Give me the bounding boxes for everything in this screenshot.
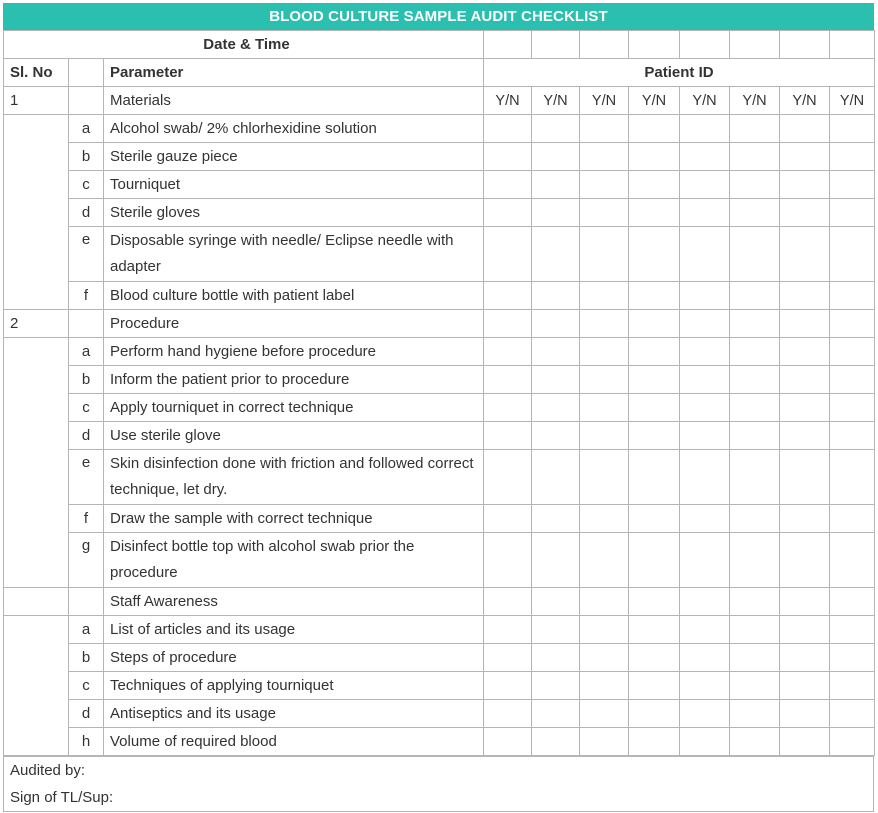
- audited-by-label: Audited by:: [4, 757, 874, 785]
- check-cell[interactable]: [780, 700, 830, 728]
- check-cell[interactable]: [484, 199, 532, 227]
- check-cell[interactable]: [580, 588, 629, 616]
- check-cell[interactable]: [780, 644, 830, 672]
- check-cell[interactable]: [730, 310, 780, 338]
- check-cell[interactable]: [532, 588, 580, 616]
- check-cell[interactable]: [629, 310, 680, 338]
- check-cell[interactable]: [580, 616, 629, 644]
- item-letter: b: [69, 366, 104, 394]
- check-cell[interactable]: [629, 171, 680, 199]
- check-cell[interactable]: [780, 505, 830, 533]
- check-cell[interactable]: [532, 143, 580, 171]
- item-row: [4, 672, 875, 700]
- parameter-header: Parameter: [104, 59, 484, 87]
- item-letter: g: [69, 533, 104, 588]
- check-cell[interactable]: [730, 728, 780, 756]
- check-cell[interactable]: [780, 450, 830, 505]
- item-letter: a: [69, 616, 104, 644]
- check-cell[interactable]: [730, 227, 780, 282]
- check-cell[interactable]: [830, 588, 875, 616]
- check-cell[interactable]: [532, 282, 580, 310]
- item-number-blank: [4, 171, 69, 199]
- check-cell[interactable]: [830, 199, 875, 227]
- check-cell[interactable]: [680, 199, 730, 227]
- item-text: Blood culture bottle with patient label: [104, 282, 484, 310]
- check-cell[interactable]: [680, 700, 730, 728]
- check-cell[interactable]: [830, 282, 875, 310]
- check-cell[interactable]: [532, 310, 580, 338]
- check-cell[interactable]: [680, 282, 730, 310]
- check-cell[interactable]: [484, 588, 532, 616]
- item-letter: e: [69, 450, 104, 505]
- item-number-blank: [4, 644, 69, 672]
- item-text: Skin disinfection done with friction and followed correct technique, let dry.: [104, 450, 484, 505]
- check-cell[interactable]: [730, 588, 780, 616]
- check-cell[interactable]: [580, 366, 629, 394]
- check-cell[interactable]: [780, 728, 830, 756]
- check-cell[interactable]: [780, 533, 830, 588]
- check-cell[interactable]: [629, 450, 680, 505]
- check-cell[interactable]: [730, 505, 780, 533]
- check-cell[interactable]: [629, 588, 680, 616]
- check-cell[interactable]: [580, 171, 629, 199]
- item-text: Apply tourniquet in correct technique: [104, 394, 484, 422]
- check-cell[interactable]: [680, 422, 730, 450]
- item-row: [4, 533, 875, 588]
- date-cell[interactable]: [629, 31, 680, 59]
- section-label: Materials: [104, 87, 484, 115]
- date-cell[interactable]: [680, 31, 730, 59]
- item-text: Disposable syringe with needle/ Eclipse needle with adapter: [104, 227, 484, 282]
- check-cell[interactable]: [484, 171, 532, 199]
- check-cell[interactable]: [532, 672, 580, 700]
- check-cell[interactable]: [830, 533, 875, 588]
- check-cell[interactable]: [680, 394, 730, 422]
- check-cell[interactable]: [532, 115, 580, 143]
- check-cell[interactable]: [484, 450, 532, 505]
- check-cell[interactable]: [780, 422, 830, 450]
- item-letter: b: [69, 143, 104, 171]
- item-number-blank: [4, 338, 69, 366]
- item-row: [4, 282, 875, 310]
- check-cell[interactable]: [629, 115, 680, 143]
- check-cell[interactable]: [780, 672, 830, 700]
- check-cell[interactable]: [484, 282, 532, 310]
- item-number-blank: [4, 227, 69, 282]
- sl-no-header: Sl. No: [4, 59, 69, 87]
- check-cell[interactable]: [629, 700, 680, 728]
- check-cell[interactable]: [730, 450, 780, 505]
- check-cell[interactable]: [532, 394, 580, 422]
- item-text: Draw the sample with correct technique: [104, 505, 484, 533]
- item-number-blank: [4, 728, 69, 756]
- check-cell[interactable]: [484, 505, 532, 533]
- check-cell[interactable]: [484, 143, 532, 171]
- check-cell[interactable]: [780, 143, 830, 171]
- section-label: Procedure: [104, 310, 484, 338]
- section-row: [4, 310, 875, 338]
- check-cell[interactable]: [629, 533, 680, 588]
- section-label: Staff Awareness: [104, 588, 484, 616]
- item-text: Techniques of applying tourniquet: [104, 672, 484, 700]
- date-cell[interactable]: [484, 31, 532, 59]
- item-row: [4, 143, 875, 171]
- check-cell[interactable]: [730, 700, 780, 728]
- check-cell[interactable]: [780, 115, 830, 143]
- sign-label: Sign of TL/Sup:: [4, 784, 874, 812]
- check-cell[interactable]: [830, 728, 875, 756]
- item-number-blank: [4, 616, 69, 644]
- check-cell[interactable]: [532, 227, 580, 282]
- check-cell[interactable]: [730, 366, 780, 394]
- item-letter: b: [69, 644, 104, 672]
- check-cell[interactable]: [730, 199, 780, 227]
- check-cell[interactable]: [580, 310, 629, 338]
- item-number-blank: [4, 700, 69, 728]
- check-cell[interactable]: [484, 338, 532, 366]
- check-cell[interactable]: [780, 338, 830, 366]
- check-cell[interactable]: [484, 394, 532, 422]
- item-text: List of articles and its usage: [104, 616, 484, 644]
- yn-header: Y/N: [629, 87, 680, 115]
- item-number-blank: [4, 450, 69, 505]
- check-cell[interactable]: [730, 672, 780, 700]
- item-text: Sterile gloves: [104, 199, 484, 227]
- check-cell[interactable]: [629, 366, 680, 394]
- check-cell[interactable]: [532, 450, 580, 505]
- check-cell[interactable]: [629, 505, 680, 533]
- item-number-blank: [4, 366, 69, 394]
- check-cell[interactable]: [532, 199, 580, 227]
- check-cell[interactable]: [680, 310, 730, 338]
- check-cell[interactable]: [830, 394, 875, 422]
- item-letter: d: [69, 422, 104, 450]
- item-letter: a: [69, 338, 104, 366]
- check-cell[interactable]: [680, 672, 730, 700]
- checklist-title: BLOOD CULTURE SAMPLE AUDIT CHECKLIST: [3, 3, 874, 30]
- section-letter: [69, 87, 104, 115]
- item-row: [4, 199, 875, 227]
- item-number-blank: [4, 422, 69, 450]
- section-row: [4, 87, 875, 115]
- check-cell[interactable]: [680, 533, 730, 588]
- check-cell[interactable]: [532, 700, 580, 728]
- item-letter: c: [69, 394, 104, 422]
- check-cell[interactable]: [780, 616, 830, 644]
- item-number-blank: [4, 282, 69, 310]
- check-cell[interactable]: [484, 310, 532, 338]
- check-cell[interactable]: [830, 143, 875, 171]
- check-cell[interactable]: [484, 227, 532, 282]
- date-cell[interactable]: [780, 31, 830, 59]
- check-cell[interactable]: [730, 171, 780, 199]
- check-cell[interactable]: [532, 366, 580, 394]
- item-number-blank: [4, 199, 69, 227]
- check-cell[interactable]: [830, 171, 875, 199]
- item-text: Disinfect bottle top with alcohol swab prior the procedure: [104, 533, 484, 588]
- check-cell[interactable]: [830, 115, 875, 143]
- check-cell[interactable]: [680, 616, 730, 644]
- check-cell[interactable]: [580, 728, 629, 756]
- section-row: [4, 588, 875, 616]
- check-cell[interactable]: [580, 199, 629, 227]
- item-letter: d: [69, 199, 104, 227]
- item-row: [4, 171, 875, 199]
- header-row: [4, 59, 875, 87]
- check-cell[interactable]: [629, 422, 680, 450]
- check-cell[interactable]: [532, 422, 580, 450]
- check-cell[interactable]: [580, 394, 629, 422]
- check-cell[interactable]: [532, 533, 580, 588]
- check-cell[interactable]: [629, 338, 680, 366]
- check-cell[interactable]: [629, 394, 680, 422]
- check-cell[interactable]: [780, 171, 830, 199]
- check-cell[interactable]: [580, 505, 629, 533]
- check-cell[interactable]: [680, 728, 730, 756]
- date-cell[interactable]: [532, 31, 580, 59]
- check-cell[interactable]: [580, 282, 629, 310]
- date-cell[interactable]: [730, 31, 780, 59]
- yn-header: Y/N: [680, 87, 730, 115]
- check-cell[interactable]: [730, 533, 780, 588]
- item-number-blank: [4, 115, 69, 143]
- date-time-label: Date & Time: [4, 31, 484, 59]
- section-letter: [69, 310, 104, 338]
- check-cell[interactable]: [680, 450, 730, 505]
- check-cell[interactable]: [730, 616, 780, 644]
- check-cell[interactable]: [780, 394, 830, 422]
- check-cell[interactable]: [730, 282, 780, 310]
- check-cell[interactable]: [580, 227, 629, 282]
- item-row: [4, 422, 875, 450]
- check-cell[interactable]: [580, 338, 629, 366]
- checklist-table: [3, 30, 875, 756]
- check-cell[interactable]: [680, 338, 730, 366]
- check-cell[interactable]: [629, 199, 680, 227]
- footer-table: [3, 756, 874, 812]
- check-cell[interactable]: [532, 171, 580, 199]
- check-cell[interactable]: [484, 115, 532, 143]
- date-cell[interactable]: [580, 31, 629, 59]
- check-cell[interactable]: [830, 450, 875, 505]
- check-cell[interactable]: [780, 588, 830, 616]
- check-cell[interactable]: [484, 366, 532, 394]
- check-cell[interactable]: [830, 366, 875, 394]
- check-cell[interactable]: [580, 143, 629, 171]
- yn-header: Y/N: [780, 87, 830, 115]
- item-number-blank: [4, 672, 69, 700]
- item-row: [4, 728, 875, 756]
- item-row: [4, 616, 875, 644]
- check-cell[interactable]: [629, 644, 680, 672]
- yn-header: Y/N: [484, 87, 532, 115]
- check-cell[interactable]: [629, 616, 680, 644]
- item-letter: f: [69, 282, 104, 310]
- check-cell[interactable]: [532, 728, 580, 756]
- item-row: [4, 115, 875, 143]
- item-text: Use sterile glove: [104, 422, 484, 450]
- check-cell[interactable]: [730, 644, 780, 672]
- patient-id-header: Patient ID: [484, 59, 875, 87]
- check-cell[interactable]: [484, 533, 532, 588]
- yn-header: Y/N: [830, 87, 875, 115]
- check-cell[interactable]: [730, 394, 780, 422]
- check-cell[interactable]: [629, 282, 680, 310]
- check-cell[interactable]: [484, 422, 532, 450]
- check-cell[interactable]: [484, 616, 532, 644]
- item-text: Antiseptics and its usage: [104, 700, 484, 728]
- section-number: [4, 588, 69, 616]
- check-cell[interactable]: [580, 672, 629, 700]
- item-letter: c: [69, 672, 104, 700]
- item-text: Tourniquet: [104, 171, 484, 199]
- item-row: [4, 700, 875, 728]
- check-cell[interactable]: [830, 672, 875, 700]
- check-cell[interactable]: [580, 533, 629, 588]
- check-cell[interactable]: [532, 644, 580, 672]
- check-cell[interactable]: [580, 450, 629, 505]
- item-text: Volume of required blood: [104, 728, 484, 756]
- check-cell[interactable]: [780, 227, 830, 282]
- yn-header: Y/N: [532, 87, 580, 115]
- item-number-blank: [4, 394, 69, 422]
- yn-header: Y/N: [580, 87, 629, 115]
- audit-checklist: [3, 3, 874, 812]
- section-number: 1: [4, 87, 69, 115]
- check-cell[interactable]: [484, 644, 532, 672]
- date-cell[interactable]: [830, 31, 875, 59]
- check-cell[interactable]: [680, 366, 730, 394]
- check-cell[interactable]: [830, 422, 875, 450]
- check-cell[interactable]: [680, 505, 730, 533]
- letter-header: [69, 59, 104, 87]
- item-row: [4, 644, 875, 672]
- item-text: Inform the patient prior to procedure: [104, 366, 484, 394]
- check-cell[interactable]: [629, 728, 680, 756]
- item-number-blank: [4, 533, 69, 588]
- check-cell[interactable]: [580, 115, 629, 143]
- check-cell[interactable]: [484, 672, 532, 700]
- check-cell[interactable]: [780, 282, 830, 310]
- item-letter: c: [69, 171, 104, 199]
- item-letter: d: [69, 700, 104, 728]
- check-cell[interactable]: [680, 115, 730, 143]
- check-cell[interactable]: [780, 310, 830, 338]
- check-cell[interactable]: [580, 644, 629, 672]
- check-cell[interactable]: [730, 422, 780, 450]
- item-row: [4, 366, 875, 394]
- check-cell[interactable]: [780, 366, 830, 394]
- item-row: [4, 450, 875, 505]
- check-cell[interactable]: [532, 505, 580, 533]
- check-cell[interactable]: [830, 644, 875, 672]
- item-row: [4, 505, 875, 533]
- item-text: Steps of procedure: [104, 644, 484, 672]
- check-cell[interactable]: [580, 422, 629, 450]
- item-row: [4, 394, 875, 422]
- check-cell[interactable]: [484, 700, 532, 728]
- item-text: Alcohol swab/ 2% chlorhexidine solution: [104, 115, 484, 143]
- check-cell[interactable]: [730, 143, 780, 171]
- check-cell[interactable]: [629, 227, 680, 282]
- item-text: Sterile gauze piece: [104, 143, 484, 171]
- item-number-blank: [4, 143, 69, 171]
- item-text: Perform hand hygiene before procedure: [104, 338, 484, 366]
- check-cell[interactable]: [680, 644, 730, 672]
- item-letter: e: [69, 227, 104, 282]
- item-letter: a: [69, 115, 104, 143]
- check-cell[interactable]: [730, 115, 780, 143]
- check-cell[interactable]: [830, 700, 875, 728]
- item-letter: f: [69, 505, 104, 533]
- check-cell[interactable]: [629, 143, 680, 171]
- check-cell[interactable]: [680, 588, 730, 616]
- check-cell[interactable]: [830, 505, 875, 533]
- check-cell[interactable]: [580, 700, 629, 728]
- check-cell[interactable]: [830, 616, 875, 644]
- yn-header: Y/N: [730, 87, 780, 115]
- item-letter: h: [69, 728, 104, 756]
- check-cell[interactable]: [629, 672, 680, 700]
- item-number-blank: [4, 505, 69, 533]
- check-cell[interactable]: [830, 310, 875, 338]
- check-cell[interactable]: [484, 728, 532, 756]
- check-cell[interactable]: [532, 616, 580, 644]
- item-row: [4, 227, 875, 282]
- check-cell[interactable]: [532, 338, 580, 366]
- check-cell[interactable]: [680, 143, 730, 171]
- section-letter: [69, 588, 104, 616]
- check-cell[interactable]: [830, 338, 875, 366]
- check-cell[interactable]: [680, 227, 730, 282]
- date-time-row: [4, 31, 875, 59]
- check-cell[interactable]: [680, 171, 730, 199]
- item-row: [4, 338, 875, 366]
- check-cell[interactable]: [730, 338, 780, 366]
- check-cell[interactable]: [780, 199, 830, 227]
- check-cell[interactable]: [830, 227, 875, 282]
- section-number: 2: [4, 310, 69, 338]
